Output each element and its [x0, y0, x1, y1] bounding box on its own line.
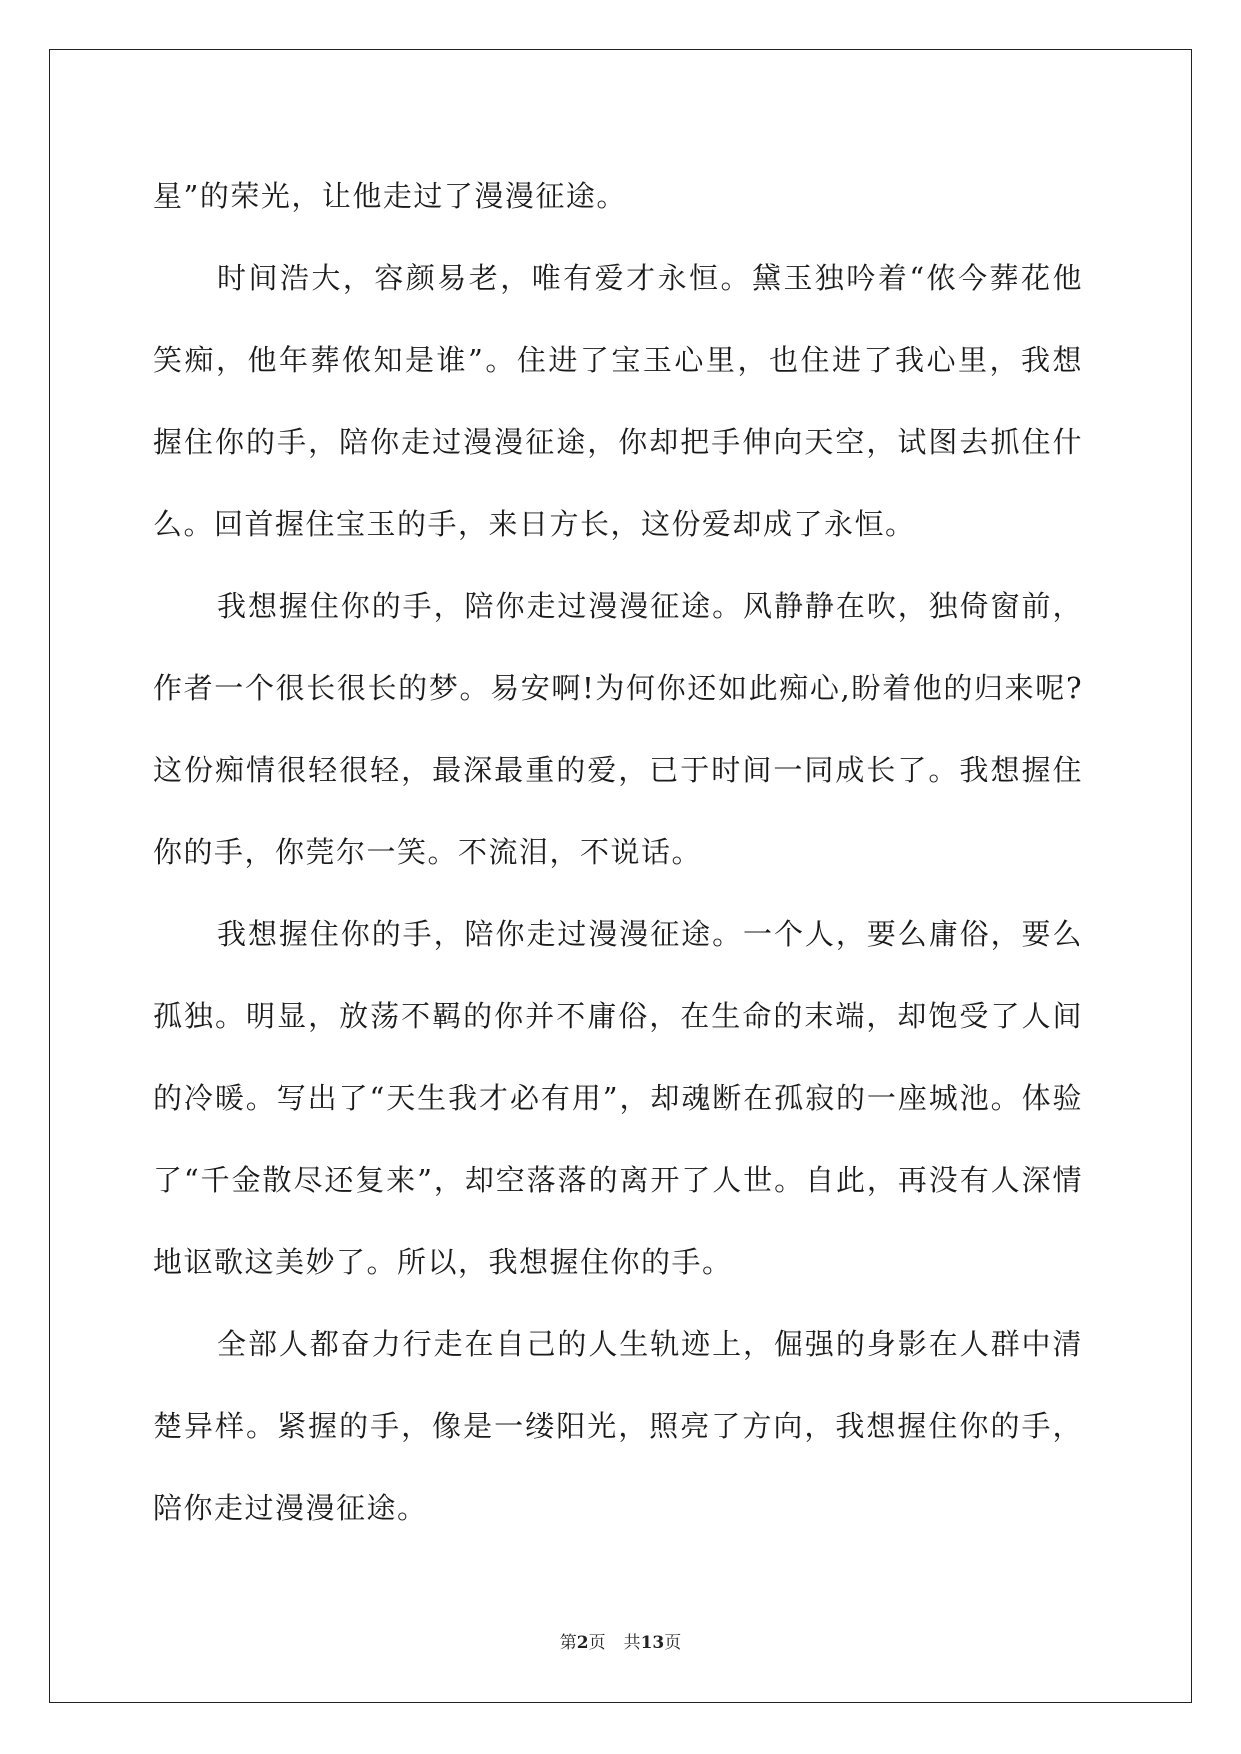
- paragraph-2: 时间浩大，容颜易老，唯有爱才永恒。黛玉独吟着“侬今葬花他笑痴，他年葬侬知是谁”。住进了宝玉心里，也住进了我心里，我想握住你的手，陪你走过漫漫征途，你却把手伸向天空，试图去抓住什么。回首握住宝玉的手，来日方长，这份爱却成了永恒。: [153, 261, 1083, 541]
- paragraph-1: 星”的荣光，让他走过了漫漫征途。: [153, 179, 627, 213]
- page-total-suffix: 页: [664, 1633, 682, 1653]
- paragraph-5: 全部人都奋力行走在自己的人生轨迹上，倔强的身影在人群中清楚异样。紧握的手，像是一缕阳光，照亮了方向，我想握住你的手，陪你走过漫漫征途。: [153, 1327, 1083, 1525]
- page-number-prefix: 第: [559, 1633, 577, 1653]
- page-number-suffix: 页: [588, 1633, 606, 1653]
- page-total-count: 13: [640, 1633, 665, 1653]
- document-body: [153, 155, 1083, 1549]
- page-footer: [0, 1628, 1241, 1653]
- paragraph-4: 我想握住你的手，陪你走过漫漫征途。一个人，要么庸俗，要么孤独。明显，放荡不羁的你并不庸俗，在生命的末端，却饱受了人间的冷暖。写出了“天生我才必有用”，却魂断在孤寂的一座城池。体验了“千金散尽还复来”，却空落落的离开了人世。自此，再没有人深情地讴歌这美妙了。所以，我想握住你的手。: [153, 917, 1083, 1279]
- page-total-prefix: 共: [623, 1633, 641, 1653]
- page-number-current: 2: [576, 1633, 589, 1653]
- paragraph-3: 我想握住你的手，陪你走过漫漫征途。风静静在吹，独倚窗前，作者一个很长很长的梦。易安啊!为何你还如此痴心,盼着他的归来呢?这份痴情很轻很轻，最深最重的爱，已于时间一同成长了。我想握住你的手，你莞尔一笑。不流泪，不说话。: [153, 589, 1083, 869]
